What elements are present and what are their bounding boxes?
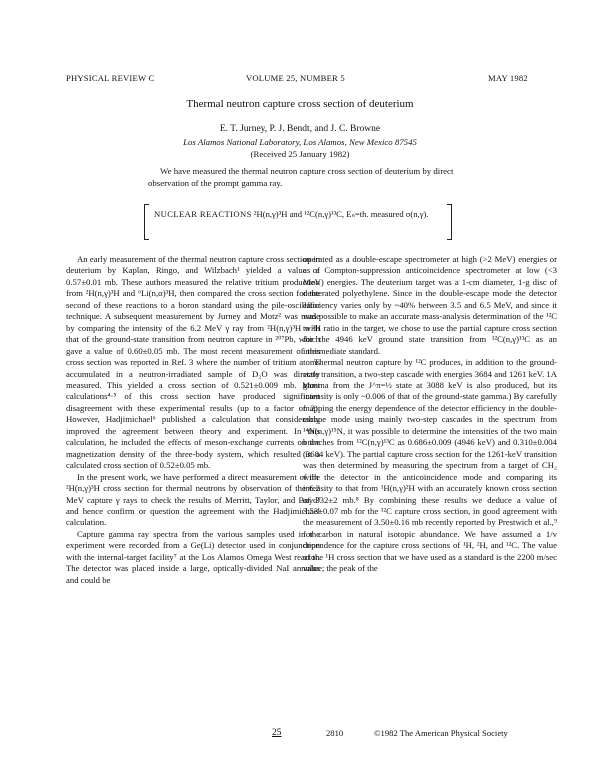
- paragraph: An early measurement of the thermal neutron capture cross section in deuterium by Kaplan, Ringo, and Wilzbach¹ yielded a value of 0.57±0.01 mb. These authors measured the relative tritium production from ²H(n,γ)³H and ⁶Li(n,α)³H, then compared the cross section for the second of these reactions to a boron standard using the pile-oscillator technique. A subsequent measurement by Jurney and Motz² was made by comparing the intensity of the 6.2 MeV γ ray from ²H(n,γ)³H with that of the ground-state transition from neutron capture in ²⁰⁷Pb, which gave a value of 0.60±0.05 mb. The most recent measurement of this cross section was reported in Ref. 3 where the number of tritium atoms accumulated in a neutron-irradiated sample of D₂O was directly measured. This yielded a cross section of 0.521±0.009 mb. Most calculations⁴·⁵ of this cross section have produced significant disagreement with these experimental results (up to a factor of 2). However, Hadjimichael⁶ published a calculation that considerably improved the agreement between theory and experiment. In this calculation, he included the effects of meson-exchange currents on the magnetization density of the three-body system, which resulted in a calculated cross section of 0.52±0.05 mb.: [66, 254, 320, 471]
- paragraph: Capture gamma ray spectra from the various samples used in the experiment were recorded from a Ge(Li) detector used in conjunction with the internal-target facility⁷ at the Los Alamos Omega West reactor. The detector was placed inside a large, optically-divided NaI annulus and could be: [66, 528, 320, 585]
- paragraph: operated as a double-escape spectrometer at high (>2 MeV) energies or as a Compton-suppression anticoincidence spectrometer at low (<3 MeV) energies. The deuterium target was a 1-cm diameter, 1-g disc of deuterated polyethylene. Since in the double-escape mode the detector efficiency varies only by ~40% between 3.5 and 6.5 MeV, and since it was possible to make an accurate mass-analysis determination of the ¹²C to ²H ratio in the target, we chose to use the partial capture cross section for the 4946 keV ground state transition from ¹²C(n,γ)¹³C as an intermediate standard.: [303, 254, 557, 356]
- journal-name: PHYSICAL REVIEW C: [66, 73, 155, 83]
- authors: E. T. Jurney, P. J. Bendt, and J. C. Browne: [219, 124, 381, 134]
- footer-volume-page: 25: [272, 728, 282, 738]
- received-date: (Received 25 January 1982): [250, 149, 350, 159]
- nuclear-reactions-detail: ²H(n,γ)³H and ¹²C(n,γ)¹³C, Eₙ=th. measured σ(n,γ).: [253, 209, 429, 219]
- right-bracket: [447, 204, 452, 240]
- left-bracket: [144, 204, 149, 240]
- paragraph: Thermal neutron capture by ¹²C produces, in addition to the ground-state transition, a two-step cascade with energies 3684 and 1261 keV. 1A gamma from the J^π=½ state at 3088 keV is also produced, but its intensity is only ~0.006 of that of the ground-state gamma.) By carefully mapping the energy dependence of the detector efficiency in the double-escape mode using mainly two-step cascades in the spectrum from ¹⁴N(n,γ)¹⁵N, it was possible to determine the intensities of the two main branches from ¹²C(n,γ)¹³C as 0.686±0.009 (4946 keV) and 0.310±0.004 (3684 keV). The partial capture cross section for the 1261-keV transition was then determined by measuring the spectrum from a target of CH₂ with the detector in the anticoincidence mode and comparing its intensity to that from ¹H(n,γ)²H with an accurately known cross section of 332±2 mb.⁸ By combining these results we deduce a value of 3.53±0.07 mb for the ¹²C capture cross section, in good agreement with the measurement of 3.50±0.16 mb recently reported by Prestwich et al.,⁹ for carbon in natural isotopic abundance. We have assumed a 1/v dependence for the capture cross sections of ¹H, ²H, and ¹²C. The value of the ¹H cross section that we have used as a standard is the 2200 m/sec value; the peak of the: [303, 357, 557, 574]
- abstract: We have measured the thermal neutron capture cross section of deuterium by direct observation of the prompt gamma ray.: [148, 166, 454, 188]
- body-column-left: [66, 254, 320, 586]
- nuclear-reactions-text: [154, 208, 444, 220]
- page-number: 2810: [326, 728, 344, 738]
- volume-number: VOLUME 25, NUMBER 5: [246, 73, 345, 83]
- nuclear-reactions-box: [144, 204, 452, 240]
- body-column-right: [303, 254, 557, 575]
- affiliation: Los Alamos National Laboratory, Los Alamos, New Mexico 87545: [183, 137, 417, 147]
- nuclear-reactions-label: NUCLEAR REACTIONS: [154, 209, 252, 219]
- paper-title: Thermal neutron capture cross section of deuterium: [186, 98, 414, 110]
- issue-date: MAY 1982: [488, 73, 528, 83]
- paragraph: In the present work, we have performed a direct measurement of the ²H(n,γ)³H cross section for thermal neutrons by observation of the 6.2 MeV capture γ rays to check the results of Merritt, Taylor, and Boyd³ and hence confirm or question the agreement with the Hadjimichael calculation.: [66, 471, 320, 528]
- copyright: ©1982 The American Physical Society: [374, 728, 508, 738]
